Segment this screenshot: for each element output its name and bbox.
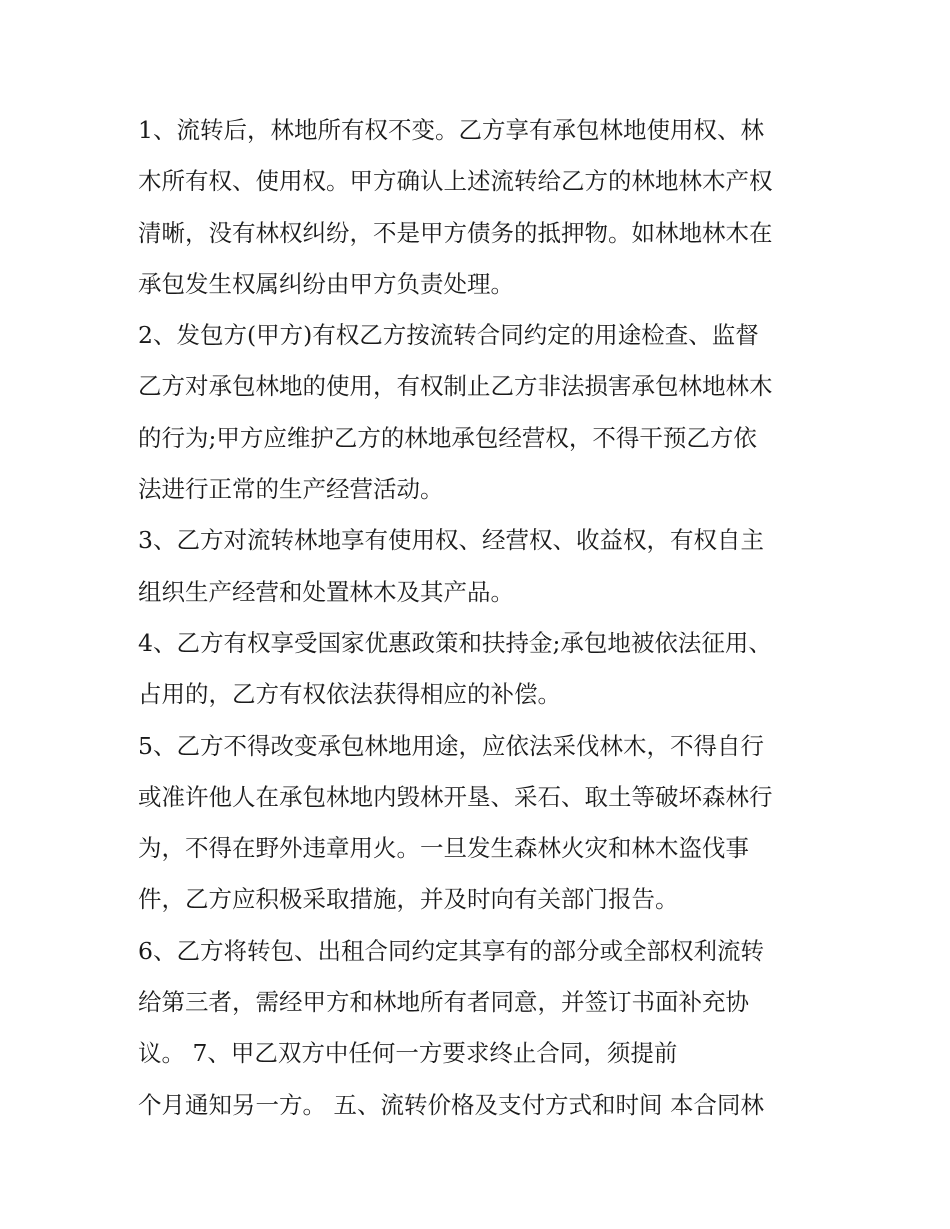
text-line: 占用的，乙方有权依法获得相应的补偿。 xyxy=(138,680,561,709)
text-line: 给第三者，需经甲方和林地所有者同意，并签订书面补充协 xyxy=(138,988,749,1017)
text-line: 木所有权、使用权。甲方确认上述流转给乙方的林地林木产权 xyxy=(138,167,773,196)
text-line: 3、乙方对流转林地享有使用权、经营权、收益权，有权自主 xyxy=(138,526,764,555)
text-line: 5、乙方不得改变承包林地用途，应依法采伐林木，不得自行 xyxy=(138,731,764,760)
text-line: 6、乙方将转包、出租合同约定其享有的部分或全部权利流转 xyxy=(138,936,764,965)
text-line: 4、乙方有权享受国家优惠政策和扶持金;承包地被依法征用、 xyxy=(138,628,772,657)
text-line: 2、发包方(甲方)有权乙方按流转合同约定的用途检查、监督 xyxy=(138,321,759,350)
text-line: 1、流转后，林地所有权不变。乙方享有承包林地使用权、林 xyxy=(138,116,764,144)
contract-body-text xyxy=(138,105,828,1131)
text-line: 为，不得在野外违章用火。一旦发生森林火灾和林木盗伐事 xyxy=(138,834,749,863)
text-line: 议。 7、甲乙双方中任何一方要求终止合同，须提前 xyxy=(138,1039,678,1068)
text-line: 的行为;甲方应维护乙方的林地承包经营权，不得干预乙方依 xyxy=(138,423,757,452)
text-line: 乙方对承包林地的使用，有权制止乙方非法损害承包林地林木 xyxy=(138,372,773,401)
text-line: 法进行正常的生产经营活动。 xyxy=(138,475,444,504)
text-line: 清晰，没有林权纠纷，不是甲方债务的抵押物。如林地林木在 xyxy=(138,218,773,247)
text-line: 组织生产经营和处置林木及其产品。 xyxy=(138,577,514,606)
text-line: 承包发生权属纠纷由甲方负责处理。 xyxy=(138,269,514,298)
text-line: 或准许他人在承包林地内毁林开垦、采石、取土等破坏森林行 xyxy=(138,782,773,811)
text-line: 件，乙方应积极采取措施，并及时向有关部门报告。 xyxy=(138,885,679,914)
text-line: 个月通知另一方。 五、流转价格及支付方式和时间 本合同林 xyxy=(138,1090,764,1119)
